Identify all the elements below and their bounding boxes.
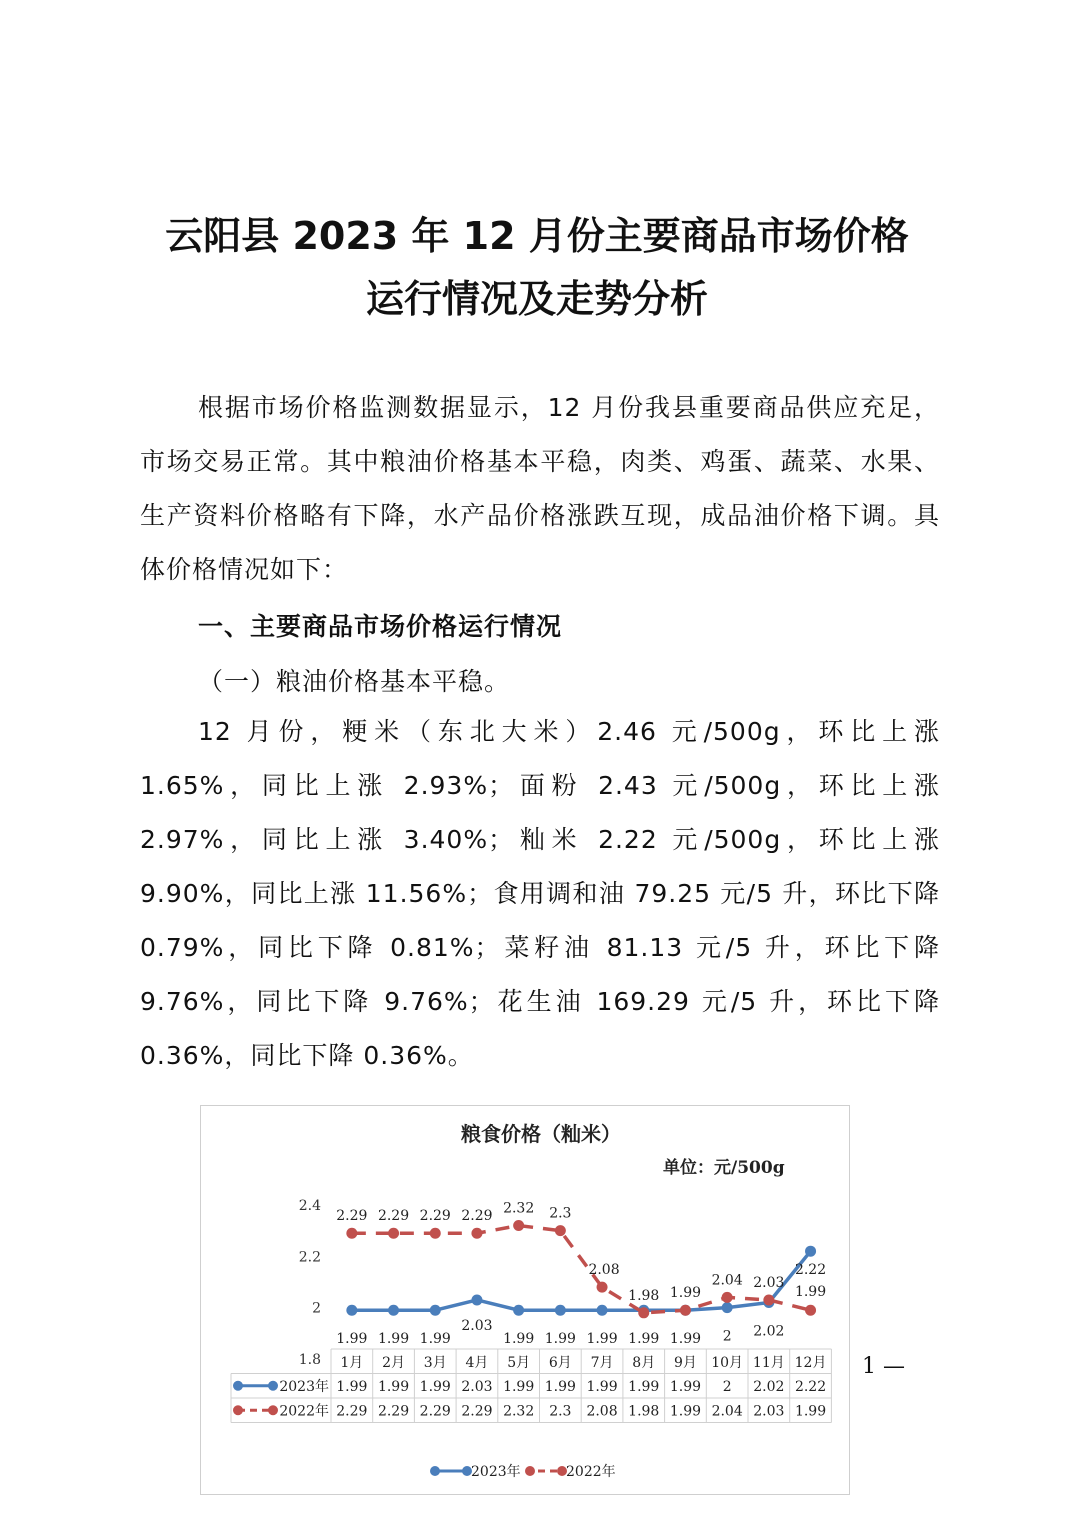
data-label: 2.29 xyxy=(377,1208,410,1225)
data-label: 2.3 xyxy=(549,1205,572,1222)
data-label: 2.29 xyxy=(419,1208,451,1225)
series-point xyxy=(680,1305,691,1316)
x-tick-label: 4月 xyxy=(465,1355,489,1371)
table-cell: 1.99 xyxy=(669,1378,702,1395)
chart-title: 粮食价格（籼米） xyxy=(461,1122,621,1146)
y-tick-label: 2 xyxy=(312,1300,321,1317)
series-line xyxy=(352,1226,811,1313)
series-point xyxy=(430,1228,441,1239)
data-label: 2.02 xyxy=(753,1323,785,1340)
x-tick-label: 7月 xyxy=(590,1355,614,1371)
data-label: 1.99 xyxy=(503,1331,535,1348)
x-tick-label: 5月 xyxy=(507,1355,531,1371)
table-cell: 1.99 xyxy=(794,1403,827,1420)
series-point xyxy=(555,1305,566,1316)
table-cell: 2.22 xyxy=(794,1378,827,1395)
series-point xyxy=(346,1228,357,1239)
subsection-heading-1: （一）粮油价格基本平稳。 xyxy=(198,667,511,696)
legend-label: 2023年 xyxy=(471,1464,521,1480)
table-cell: 2.32 xyxy=(503,1403,535,1420)
x-tick-label: 1月 xyxy=(340,1355,364,1371)
x-tick-label: 10月 xyxy=(711,1355,744,1371)
table-series-label: 2022年 xyxy=(279,1403,329,1420)
x-tick-label: 12月 xyxy=(794,1355,827,1371)
data-label: 1.99 xyxy=(419,1331,451,1348)
x-tick-label: 2月 xyxy=(382,1355,406,1371)
series-point xyxy=(513,1220,524,1231)
x-tick-label: 6月 xyxy=(548,1355,572,1371)
series-point xyxy=(722,1292,733,1303)
rice-price-chart xyxy=(200,1105,850,1495)
series-point xyxy=(597,1305,608,1316)
table-cell: 2.02 xyxy=(753,1378,785,1395)
data-label: 2.22 xyxy=(794,1262,827,1279)
series-point xyxy=(805,1246,816,1257)
data-label: 2.29 xyxy=(461,1208,493,1225)
data-label: 1.99 xyxy=(544,1331,576,1348)
x-tick-label: 3月 xyxy=(423,1355,447,1371)
page-number: 1 — xyxy=(862,1354,905,1379)
y-tick-label: 2.4 xyxy=(298,1198,321,1214)
series-point xyxy=(597,1282,608,1293)
detail-paragraph: 12 月份，粳米（东北大米）2.46 元/500g，环比上涨 1.65%，同比上涨 2.93%；面粉 2.43 元/500g，环比上涨 2.97%，同比上涨 3.40%；籼米 2.22 元/500g，环比上涨 9.90%，同比上涨 11.56%；食用调和油 79.25 元/5 升，环比下降 0.79%，同比下降 0.81%；菜籽油 81.13 元/5 升，环比下降 9.76%，同比下降 9.76%；花生油 169.29 元/5 升，环比下降 0.36%，同比下降 0.36%。 xyxy=(140,717,940,1070)
y-tick-label: 1.8 xyxy=(298,1352,321,1368)
table-cell: 1.98 xyxy=(628,1403,660,1420)
table-cell: 1.99 xyxy=(503,1378,535,1395)
legend-label: 2022年 xyxy=(566,1464,616,1480)
data-label: 2.08 xyxy=(588,1262,620,1279)
y-tick-label: 2.2 xyxy=(298,1249,321,1266)
table-legend-key-marker xyxy=(268,1381,278,1391)
data-label: 1.99 xyxy=(628,1331,660,1348)
doc-title-line2: 运行情况及走势分析 xyxy=(365,277,708,321)
table-cell: 2 xyxy=(722,1378,732,1395)
table-legend-key-marker xyxy=(233,1405,243,1415)
table-cell: 2.29 xyxy=(336,1403,368,1420)
x-tick-label: 9月 xyxy=(673,1355,697,1371)
data-label: 2.32 xyxy=(503,1200,535,1217)
table-cell: 2.08 xyxy=(586,1403,618,1420)
data-label: 1.99 xyxy=(669,1331,702,1348)
data-label: 2.04 xyxy=(711,1272,743,1289)
intro-paragraph: 根据市场价格监测数据显示，12 月份我县重要商品供应充足，市场交易正常。其中粮油价格基本平稳，肉类、鸡蛋、蔬菜、水果、生产资料价格略有下降，水产品价格涨跌互现，成品油价格下调。具体价格情况如下： xyxy=(140,393,940,584)
table-cell: 2.03 xyxy=(461,1378,493,1395)
data-label: 1.98 xyxy=(628,1287,660,1304)
table-cell: 2.3 xyxy=(549,1403,572,1420)
table-cell: 2.29 xyxy=(377,1403,410,1420)
table-cell: 1.99 xyxy=(419,1378,451,1395)
table-cell: 1.99 xyxy=(336,1378,368,1395)
table-cell: 2.29 xyxy=(419,1403,451,1420)
series-point xyxy=(722,1302,733,1313)
series-point xyxy=(430,1305,441,1316)
series-point xyxy=(388,1228,399,1239)
series-point xyxy=(471,1228,482,1239)
data-label: 1.99 xyxy=(794,1284,827,1301)
series-point xyxy=(555,1225,566,1236)
section-heading-1: 一、主要商品市场价格运行情况 xyxy=(198,612,563,641)
chart-unit: 单位：元/500g xyxy=(663,1158,785,1178)
table-cell: 2.04 xyxy=(711,1403,743,1420)
doc-title-line1: 云阳县 2023 年 12 月份主要商品市场价格 xyxy=(165,214,909,258)
table-cell: 2.29 xyxy=(461,1403,493,1420)
data-label: 1.99 xyxy=(377,1331,410,1348)
data-label: 2.03 xyxy=(753,1274,785,1291)
table-cell: 2.03 xyxy=(753,1403,785,1420)
table-legend-key-marker xyxy=(233,1381,243,1391)
x-tick-label: 8月 xyxy=(632,1355,656,1371)
legend-key-marker xyxy=(430,1466,440,1476)
x-tick-label: 11月 xyxy=(752,1355,785,1371)
series-point xyxy=(638,1307,649,1318)
series-point xyxy=(471,1294,482,1305)
data-label: 1.99 xyxy=(669,1285,702,1302)
series-point xyxy=(513,1305,524,1316)
data-label: 2 xyxy=(722,1328,732,1345)
table-cell: 1.99 xyxy=(544,1378,576,1395)
series-point xyxy=(805,1305,816,1316)
table-cell: 1.99 xyxy=(669,1403,702,1420)
chart-canvas xyxy=(201,1106,851,1496)
data-label: 2.03 xyxy=(461,1317,493,1334)
series-point xyxy=(388,1305,399,1316)
data-label: 1.99 xyxy=(586,1331,618,1348)
table-cell: 1.99 xyxy=(377,1378,410,1395)
table-cell: 1.99 xyxy=(586,1378,618,1395)
table-cell: 1.99 xyxy=(628,1378,660,1395)
data-label: 2.29 xyxy=(336,1208,368,1225)
data-label: 1.99 xyxy=(336,1331,368,1348)
table-legend-key-marker xyxy=(268,1405,278,1415)
series-point xyxy=(346,1305,357,1316)
series-point xyxy=(763,1294,774,1305)
table-series-label: 2023年 xyxy=(279,1378,329,1395)
legend-key-marker xyxy=(525,1466,535,1476)
